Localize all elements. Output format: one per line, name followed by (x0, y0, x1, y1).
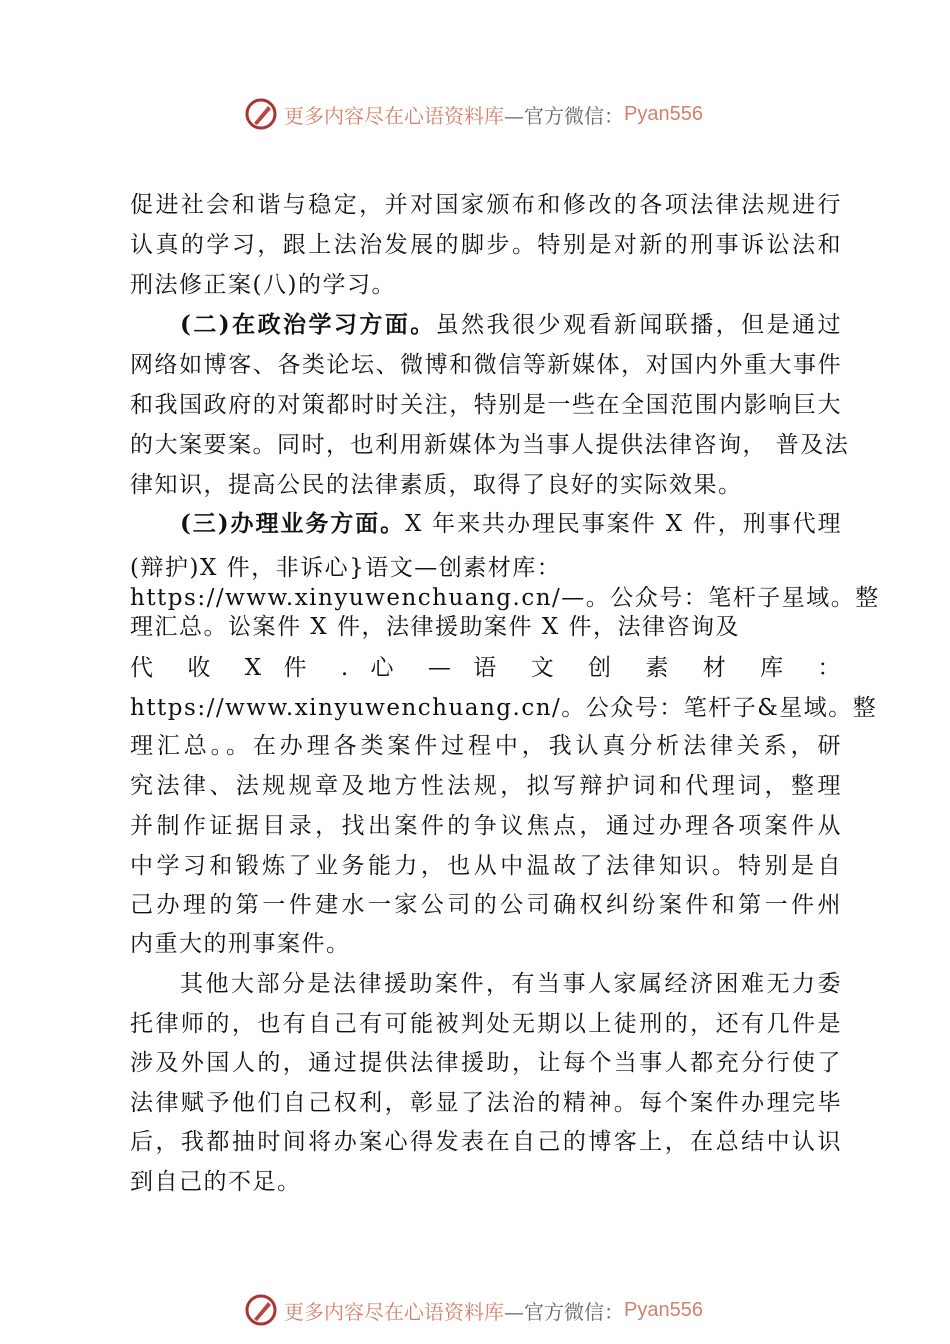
section-heading: (二)在政治学习方面。 (180, 311, 436, 338)
line-text: 虽然我很少观看新闻联播，但是通过 (435, 312, 843, 338)
header-sep: —官方微信： (504, 103, 624, 128)
footer-wechat: Pyan556 (624, 1298, 703, 1321)
text-line (130, 390, 842, 420)
pen-logo-icon (244, 1293, 278, 1327)
line-text: https://www.xinyuwenchuang.cn/。公众号：笔杆子&星域。整 (130, 695, 878, 721)
line-text: 其他大部分是法律援助案件，有当事人家属经济困难无力委 (180, 971, 842, 997)
line-text: 认真的学习，跟上法治发展的脚步。特别是对新的刑事诉讼法和 (130, 232, 842, 258)
text-line (130, 310, 842, 340)
text-line (130, 653, 842, 683)
text-line (130, 1167, 842, 1197)
line-text: 到自己的不足。 (130, 1169, 302, 1195)
header-wechat: Pyan556 (624, 102, 703, 125)
line-text: 理汇总。。在办理各类案件过程中，我认真分析法律关系，研 (130, 733, 842, 759)
line-text: 后，我都抽时间将办案心得发表在自己的博客上，在总结中认识 (130, 1129, 842, 1155)
line-text: 网络如博客、各类论坛、微博和微信等新媒体，对国内外重大事件 (130, 352, 842, 378)
footer-sep: —官方微信： (504, 1299, 624, 1324)
text-line (130, 583, 880, 613)
text-line (130, 929, 842, 959)
section-heading: (三)办理业务方面。 (180, 510, 406, 537)
text-line (130, 851, 842, 881)
line-text: 和我国政府的对策都时时关注，特别是一些在全国范围内影响巨大 (130, 392, 842, 418)
line-text: 己办理的第一件建水一家公司的公司确权纠纷案件和第一件州 (130, 892, 842, 918)
line-text: 代 收 X 件 . 心 — 语 文 创 素 材 库 ： (130, 655, 842, 681)
line-text: 律知识，提高公民的法律素质，取得了良好的实际效果。 (130, 472, 743, 498)
header-brand: 更多内容尽在心语资料库 (284, 103, 504, 128)
text-line (130, 731, 842, 761)
line-text: 理汇总。讼案件 X 件，法律援助案件 X 件，法律咨询及 (130, 614, 740, 640)
text-line (130, 1088, 842, 1118)
text-line (130, 230, 842, 260)
text-line (130, 890, 842, 920)
line-text: 法律赋予他们自己权利，彰显了法治的精神。每个案件办理完毕 (130, 1090, 842, 1116)
line-text: 并制作证据目录，找出案件的争议焦点，通过办理各项案件从 (130, 813, 842, 839)
text-line (130, 1127, 842, 1157)
line-text: 刑法修正案(八)的学习。 (130, 272, 396, 298)
text-line (130, 811, 842, 841)
text-line (130, 693, 878, 723)
text-line (130, 270, 842, 300)
text-line (130, 612, 842, 642)
line-text: 中学习和锻炼了业务能力，也从中温故了法律知识。特别是自 (130, 853, 842, 879)
text-line (130, 509, 842, 539)
line-text: 究法律、法规规章及地方性法规，拟写辩护词和代理词，整理 (130, 773, 842, 799)
header-watermark (244, 94, 734, 134)
footer-brand: 更多内容尽在心语资料库 (284, 1299, 504, 1324)
line-text: 的大案要案。同时，也利用新媒体为当事人提供法律咨询， 普及法 (130, 432, 850, 458)
text-line (130, 969, 842, 999)
text-line (130, 553, 842, 583)
text-line (130, 430, 850, 460)
line-text: (辩护)X 件，非诉心}语文—创素材库： (130, 555, 562, 581)
line-text: https://www.xinyuwenchuang.cn/—。公众号：笔杆子星域。整 (130, 585, 880, 611)
footer-watermark (244, 1290, 734, 1330)
text-line (130, 1048, 842, 1078)
line-text: 促进社会和谐与稳定，并对国家颁布和修改的各项法律法规进行 (130, 192, 842, 218)
line-text: 托律师的，也有自己有可能被判处无期以上徒刑的，还有几件是 (130, 1011, 842, 1037)
text-line (130, 771, 842, 801)
text-line (130, 470, 842, 500)
line-text: X 年来共办理民事案件 X 件，刑事代理 (405, 511, 842, 537)
text-line (130, 190, 842, 220)
pen-logo-icon (244, 97, 278, 131)
line-text: 内重大的刑事案件。 (130, 931, 351, 957)
line-text: 涉及外国人的，通过提供法律援助，让每个当事人都充分行使了 (130, 1050, 842, 1076)
text-line (130, 1009, 842, 1039)
text-line (130, 350, 842, 380)
